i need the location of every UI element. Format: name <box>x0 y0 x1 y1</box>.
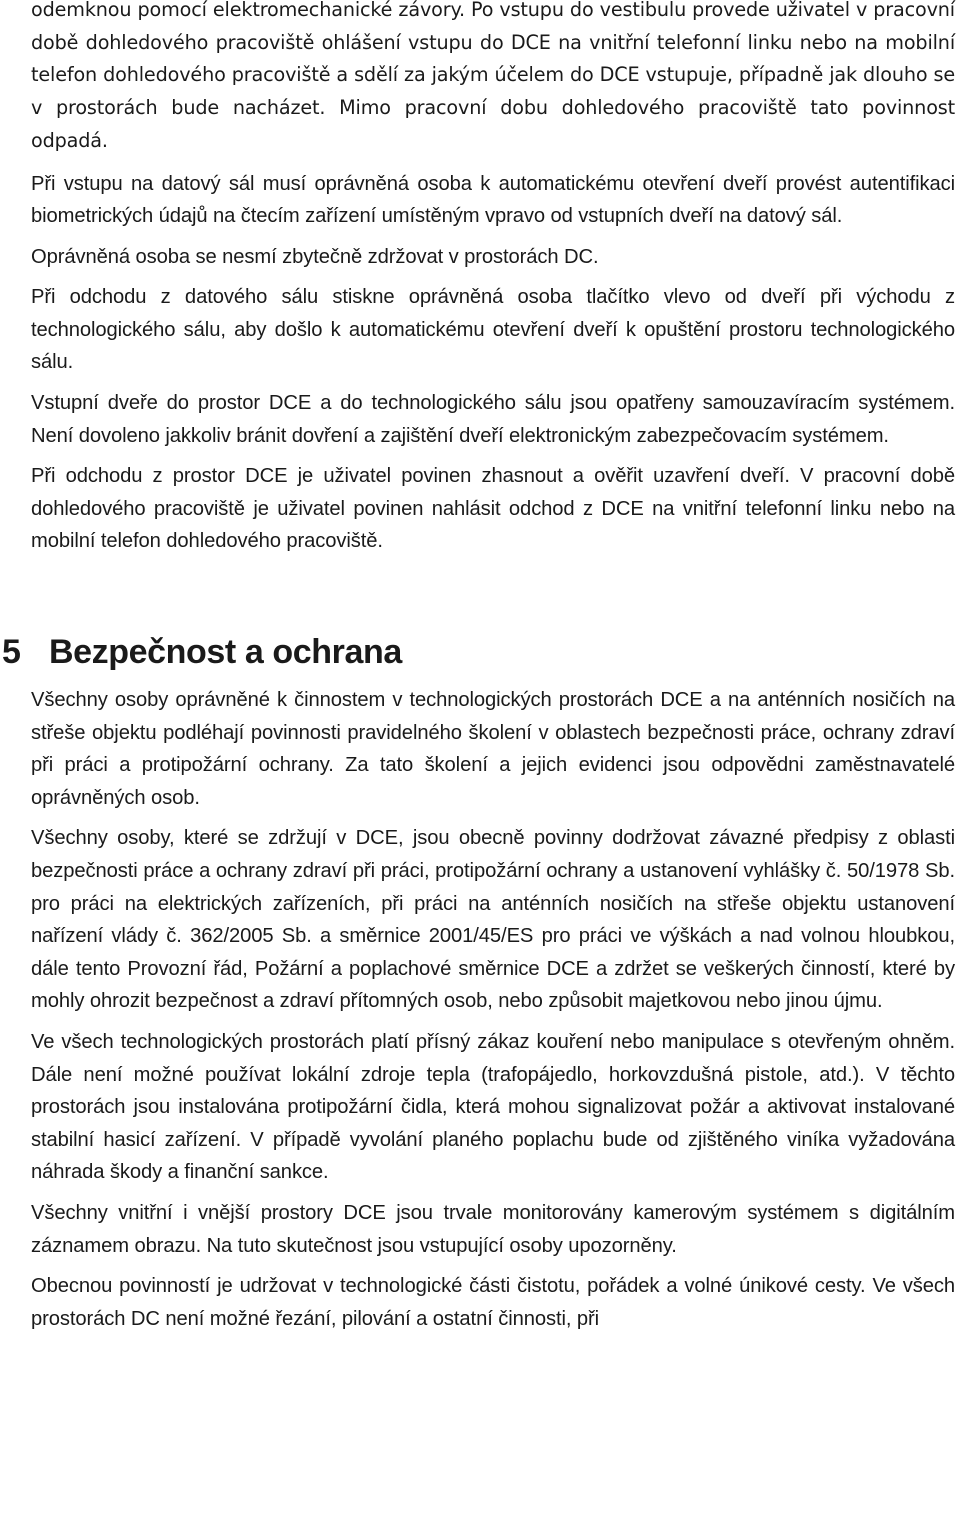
paragraph-regulations: Všechny osoby, které se zdržují v DCE, jsou obecně povinny dodržovat závazné předpisy z oblasti bezpečnosti práce a ochrany zdraví při práci, protipožární ochrany a ustanovení vyhlášky č. 50/1978 Sb. pro práci na elektrických zařízeních, při práci na anténních nosičích na střeše objektu ustanovení nařízení vlády č. 362/2005 Sb. a směrnice 2001/45/ES pro práci ve výškách a nad volnou hloubkou, dále tento Provozní řád, Požární a poplachové směrnice DCE a zdržet se veškerých činností, které by mohly ohrozit bezpečnost a zdraví přítomných osob, nebo způsobit majetkovou nebo jinou újmu. <box>31 827 955 1013</box>
paragraph-leaving-dce: Při odchodu z prostor DCE je uživatel povinen zhasnout a ověřit uzavření dveří. V pracovní době dohledového pracoviště je uživatel povinen nahlásit odchod z DCE na vnitřní telefonní linku nebo na mobilní telefon dohledového pracoviště. <box>31 465 955 553</box>
section-title: Bezpečnost a ochrana <box>49 633 402 672</box>
paragraph-cleanliness: Obecnou povinností je udržovat v technologické části čistotu, pořádek a volné únikové cesty. Ve všech prostorách DC není možné řezání, pilování a ostatní činnosti, při <box>31 1275 955 1330</box>
paragraph-biometric-entry: Při vstupu na datový sál musí oprávněná osoba k automatickému otevření dveří provést autentifikaci biometrických údajů na čtecím zařízení umístěným vpravo od vstupních dveří na datový sál. <box>31 172 955 228</box>
paragraph-fire-safety: Ve všech technologických prostorách platí přísný zákaz kouření nebo manipulace s otevřeným ohněm. Dále není možné používat lokální zdroje tepla (trafopájedlo, horkovzdušná pistole, atd.). V těchto prostorách jsou instalována protipožární čidla, která mohou signalizovat požár a aktivovat instalované stabilní hasicí zařízení. V případě vyvolání planého poplachu bude od zjištěného viníka vyžadována náhrada škody a finanční sankce. <box>31 1030 955 1184</box>
section-number: 5 <box>2 633 21 672</box>
intro-paragraph: odemknou pomocí elektromechanické závory. Po vstupu do vestibulu provede uživatel v pracovní době dohledového pracoviště ohlášení vstupu do DCE na vnitřní telefonní linku nebo na mobilní telefon dohledového pracoviště a sdělí za jakým účelem do DCE vstupuje, případně jak dlouho se v prostorách bude nacházet. Mimo pracovní dobu dohledového pracoviště tato povinnost odpadá. <box>31 0 955 152</box>
paragraph-camera-monitoring: Všechny vnitřní i vnější prostory DCE jsou trvale monitorovány kamerovým systémem s digitálním záznamem obrazu. Na tuto skutečnost jsou vstupující osoby upozorněny. <box>31 1201 955 1257</box>
paragraph-self-closing-doors: Vstupní dveře do prostor DCE a do technologického sálu jsou opatřeny samouzavíracím systémem. Není dovoleno jakkoliv bránit dovření a zajištění dveří elektronickým zabezpečovacím systémem. <box>31 392 955 447</box>
document-page <box>2 0 955 1335</box>
paragraph-exit-button: Při odchodu z datového sálu stiskne oprávněná osoba tlačítko vlevo od dveří při východu z technologického sálu, aby došlo k automatickému otevření dveří k opuštění prostoru technologického sálu. <box>31 286 955 374</box>
section-heading <box>2 630 926 674</box>
paragraph-no-loitering: Oprávněná osoba se nesmí zbytečně zdržovat v prostorách DC. <box>31 245 599 268</box>
paragraph-training: Všechny osoby oprávněné k činnostem v technologických prostorách DCE a na anténních nosičích na střeše objektu podléhají povinnosti pravidelného školení v oblastech bezpečnosti práce, ochrany zdraví při práci a protipožární ochrany. Za tato školení a jejich evidenci jsou odpovědni zaměstnavatelé oprávněných osob. <box>31 689 955 809</box>
